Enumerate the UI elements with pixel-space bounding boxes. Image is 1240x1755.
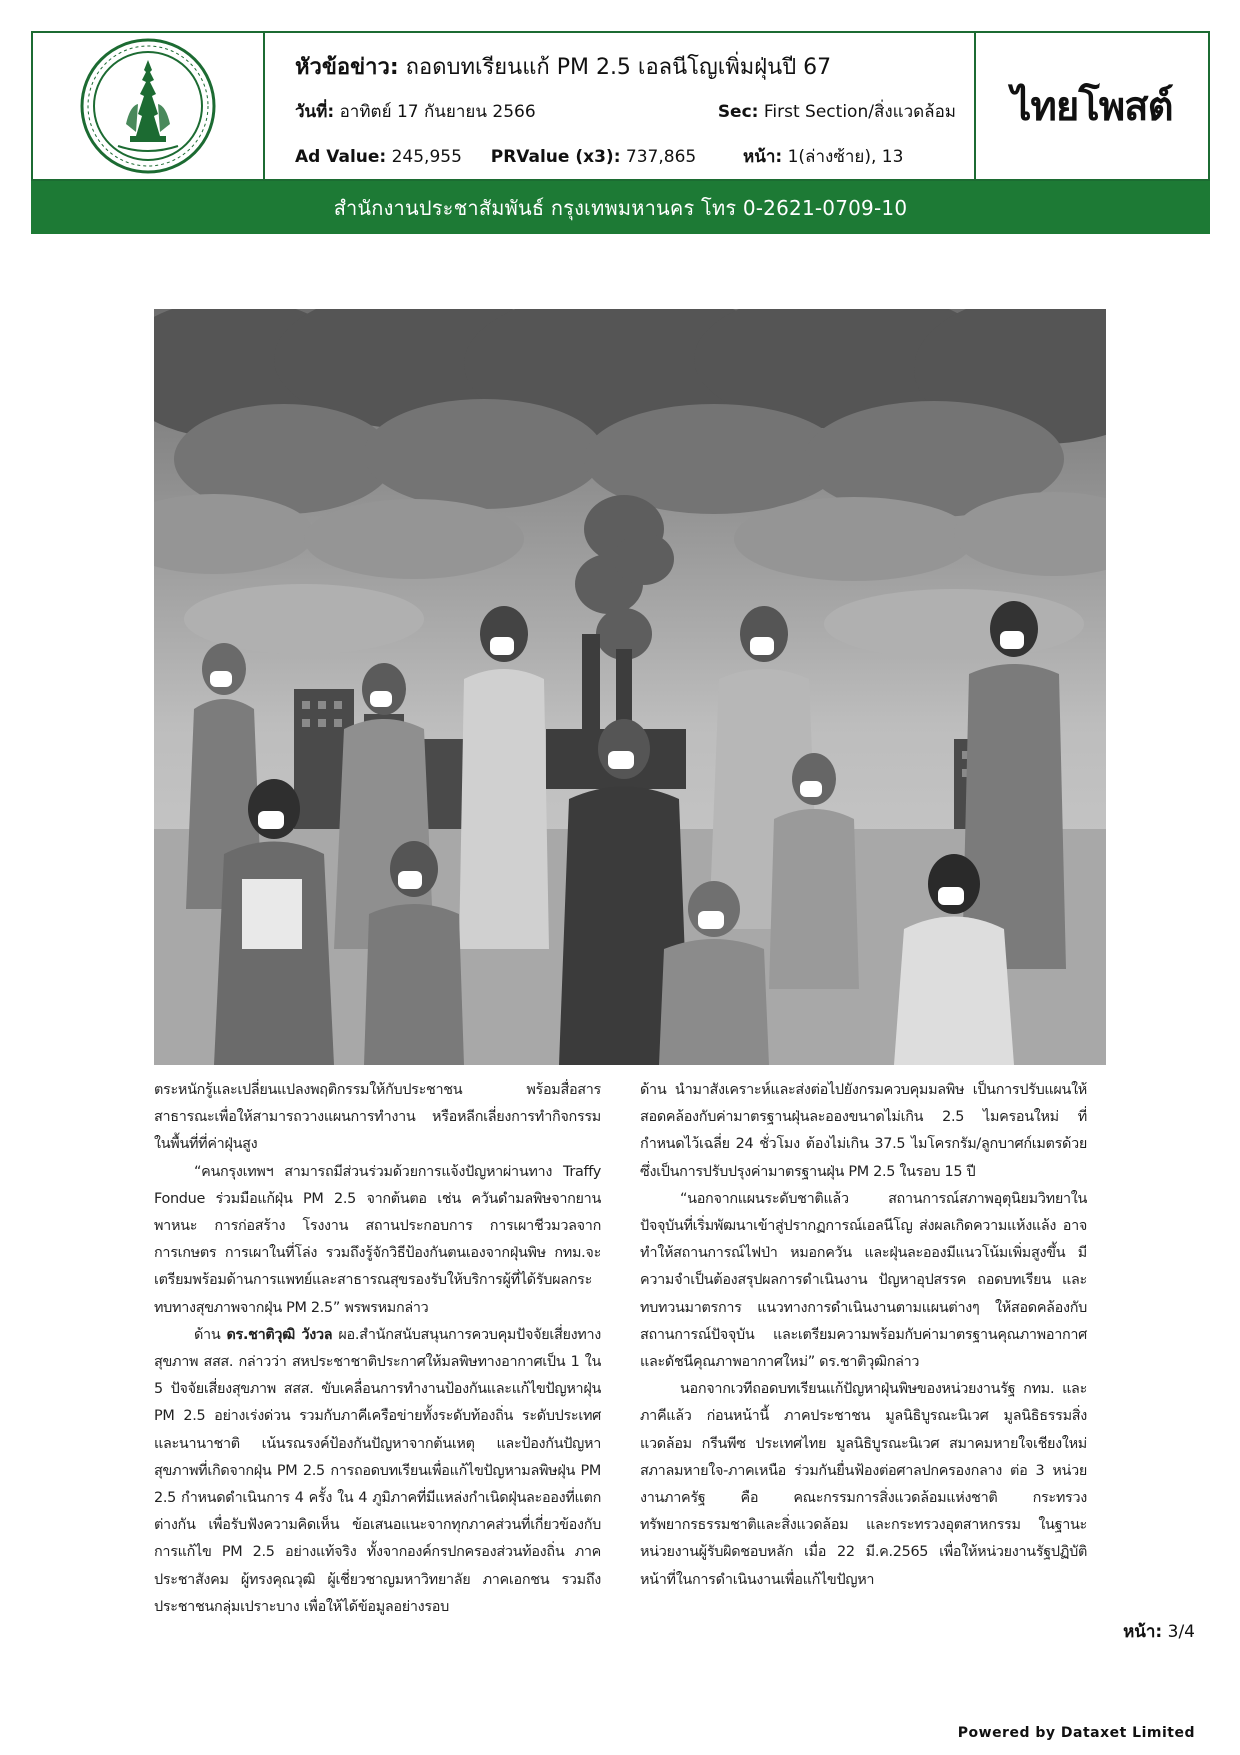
page-number-label: หน้า: [1123,1622,1163,1642]
clipping-meta [265,33,976,179]
paragraph [154,1322,601,1621]
page-label: หน้า: [743,147,783,167]
paragraph-lead: ด้าน [194,1326,227,1343]
ad-value-label: Ad Value: [295,147,387,167]
paragraph: ตระหนักรู้และเปลี่ยนแปลงพฤติกรรมให้กับประชาชน พร้อมสื่อสารสาธารณะเพื่อให้สามารถวางแผนการทำงาน หรือหลีกเลี่ยงการทำกิจกรรมในพื้นที่ที่ค่าฝุ่นสูง [154,1082,601,1153]
section-label: Sec: [717,102,759,122]
paragraph: “นอกจากแผนระดับชาติแล้ว สถานการณ์สภาพอุตุนิยมวิทยาในปัจจุบันที่เริ่มพัฒนาเข้าสู่ปรากฏการณ์เอลนีโญ ส่งผลเกิดความแห้งแล้ง อาจทำให้สถานการณ์ไฟป่า หมอกควัน และฝุ่นละอองมีแนวโน้มเพิ่มสูงขึ้น มีความจำเป็นต้องสรุปผลการดำเนินงาน ปัญหาอุปสรรค ถอดบทเรียน และทบทวนมาตรการ แนวทางการดำเนินงานตามแผนต่างๆ ให้สอดคล้องกับสถานการณ์ปัจจุบัน และเตรียมความพร้อมกับค่ามาตรฐานคุณภาพอากาศและดัชนีคุณภาพอากาศใหม่” ดร.ชาติวุฒิกล่าว [640,1190,1087,1371]
date: อาทิตย์ 17 กันยายน 2566 [339,102,536,122]
pr-value: 737,865 [625,147,697,167]
ad-value: 245,955 [391,147,462,167]
brand-name: ไทยโพสต์ [1011,84,1173,130]
page-value: 1(ล่างซ้าย), 13 [787,147,904,167]
powered-by: Powered by Dataxet Limited [957,1725,1195,1741]
bma-seal-icon [78,36,218,176]
speaker-name: ดร.ชาติวุฒิ วังวล [226,1326,333,1343]
masked-crowd-illustration [154,309,1106,1065]
logo-cell [33,33,265,179]
pr-value-label: PRValue (x3): [490,147,621,167]
newspaper-brand [976,33,1208,179]
paragraph: “คนกรุงเทพฯ สามารถมีส่วนร่วมด้วยการแจ้งปัญหาผ่านทาง Traffy Fondue ร่วมมือแก้ฝุ่น PM 2.5 จากต้นตอ เช่น ควันดำมลพิษจากยานพาหนะ การก่อสร้าง โรงงาน สถานประกอบการ การเผาชีวมวลจากการเกษตร การเผาในที่โล่ง รวมถึงรู้จักวิธีป้องกันตนเองจากฝุ่นพิษ กทม.จะเตรียมพร้อมด้านการแพทย์และสาธารณสุขรองรับให้บริการผู้ที่ได้รับผลกระทบทางสุขภาพจากฝุ่น PM 2.5” พรพรหมกล่าว [154,1163,601,1316]
headline: ถอดบทเรียนแก้ PM 2.5 เอลนีโญเพิ่มฝุ่นปี 67 [405,55,832,80]
paragraph: นอกจากเวทีถอดบทเรียนแก้ปัญหาฝุ่นพิษของหน่วยงานรัฐ กทม. และภาคีแล้ว ก่อนหน้านี้ ภาคประชาชน มูลนิธิบูรณะนิเวศ มูลนิธิธรรมสิ่งแวดล้อม กรีนพีซ ประเทศไทย มูลนิธิบูรณะนิเวศ สมาคมหายใจเชียงใหม่ สภาลมหายใจ-ภาคเหนือ ร่วมกันยื่นฟ้องต่อศาลปกครองกลาง ต่อ 3 หน่วยงานภาครัฐ คือ คณะกรรมการสิ่งแวดล้อมแห่งชาติ กระทรวงทรัพยากรธรรมชาติและสิ่งแวดล้อม และกระทรวงอุตสาหกรรม ในฐานะหน่วยงานผู้รับผิดชอบหลัก เมื่อ 22 มี.ค.2565 เพื่อให้หน่วยงานรัฐปฏิบัติหน้าที่ในการดำเนินงานเพื่อแก้ไขปัญหา [640,1381,1087,1588]
clipping-header [31,31,1210,181]
page-number [1123,1618,1195,1645]
page-number-value: 3/4 [1167,1622,1195,1642]
section: First Section/สิ่งแวดล้อม [763,102,956,122]
paragraph-body: ผอ.สำนักสนับสนุนการควบคุมปัจจัยเสี่ยงทางสุขภาพ สสส. กล่าวว่า สหประชาชาติประกาศให้มลพิษทางอากาศเป็น 1 ใน 5 ปัจจัยเสี่ยงสุขภาพ สสส. ขับเคลื่อนการทำงานป้องกันและแก้ไขปัญหาฝุ่น PM 2.5 อย่างเร่งด่วน รวมกับภาคีเครือข่ายทั้งระดับท้องถิ่น ระดับประเทศ และนานาชาติ เน้นรณรงค์ป้องกันปัญหาจากต้นเหตุ และป้องกันปัญหาสุขภาพที่เกิดจากฝุ่น PM 2.5 การถอดบทเรียนเพื่อแก้ไขปัญหามลพิษฝุ่น PM 2.5 กำหนดดำเนินการ 4 ครั้ง ใน 4 ภูมิภาคที่มีแหล่งกำเนิดฝุ่นละอองที่แตกต่างกัน เพื่อรับฟังความคิดเห็น ข้อเสนอแนะจากทุกภาคส่วนที่เกี่ยวข้องกับการแก้ไข PM 2.5 อย่างแท้จริง ทั้งจากองค์กรปกครองส่วนท้องถิ่น ภาคประชาสังคม ผู้ทรงคุณวุฒิ ผู้เชี่ยวชาญมหาวิทยาลัย ภาคเอกชน รวมถึงประชาชนกลุ่มเปราะบาง เพื่อให้ได้ข้อมูลอย่างรอบ [154,1326,601,1615]
date-label: วันที่: [295,102,335,122]
article-column-left [154,1077,601,1621]
paragraph: ด้าน นำมาสังเคราะห์และส่งต่อไปยังกรมควบคุมมลพิษ เป็นการปรับแผนให้สอดคล้องกับค่ามาตรฐานฝุ่นละอองขนาดไม่เกิน 2.5 ไมครอนใหม่ ที่กำหนดไว้เฉลี่ย 24 ชั่วโมง ต้องไม่เกิน 37.5 ไมโครกรัม/ลูกบาศก์เมตรด้วย ซึ่งเป็นการปรับปรุงค่ามาตรฐานฝุ่น PM 2.5 ในรอบ 15 ปี [640,1082,1087,1180]
pr-office-band: สำนักงานประชาสัมพันธ์ กรุงเทพมหานคร โทร 0-2621-0709-10 [31,181,1210,234]
illustration [154,309,1106,1065]
headline-label: หัวข้อข่าว: [295,55,399,80]
article-column-right [640,1077,1087,1594]
